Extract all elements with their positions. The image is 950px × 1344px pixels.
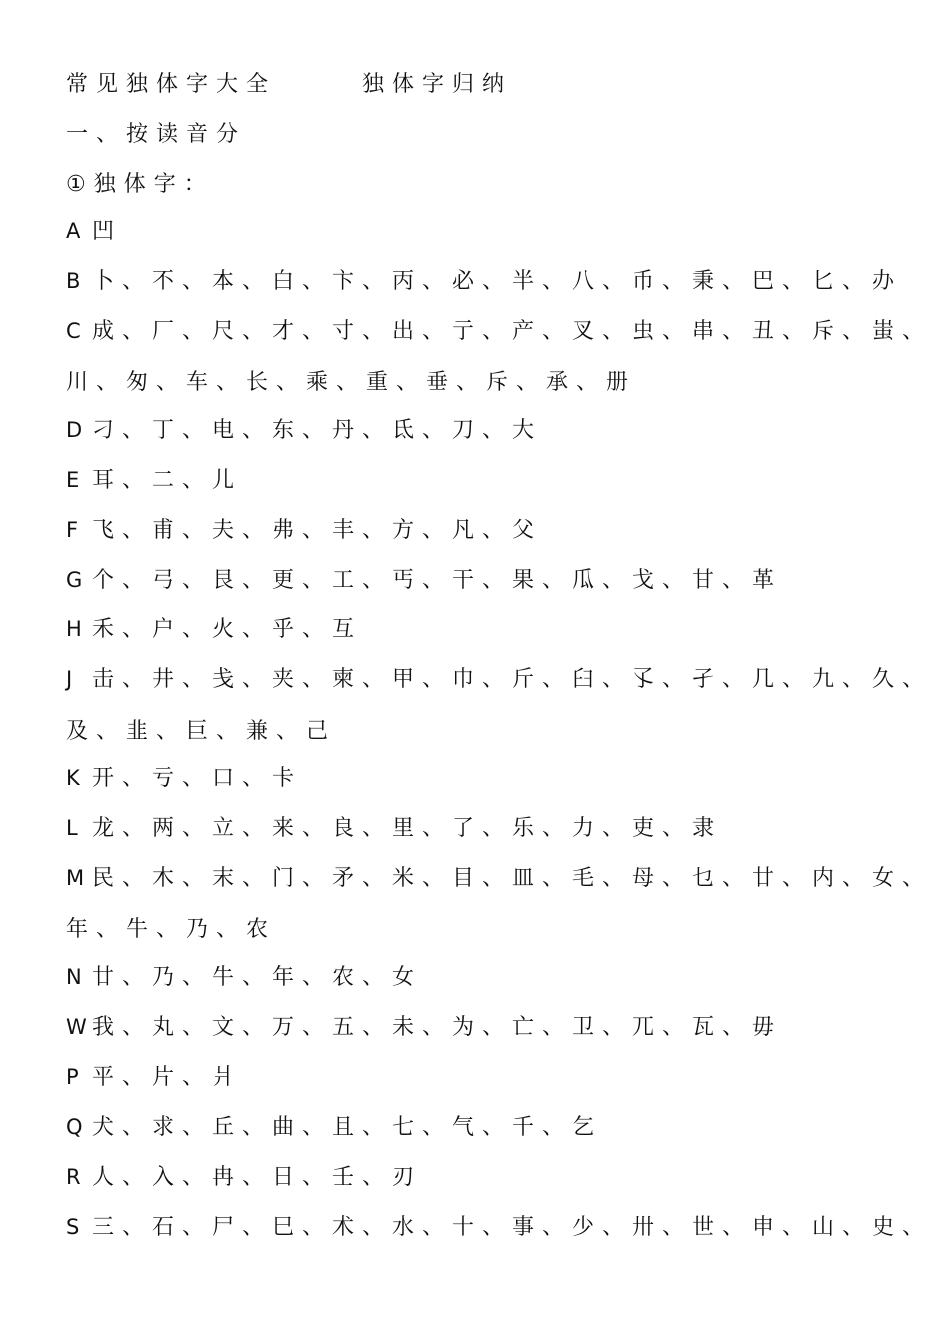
row-letter: A (66, 219, 81, 243)
list-item (66, 664, 933, 695)
row-chars: 三、石、尸、巳、术、水、十、事、少、卅、世、申、山、史、 (92, 1215, 933, 1240)
row-chars: 龙、两、立、来、良、里、了、乐、力、吏、隶 (92, 816, 723, 841)
row-letter: G (66, 568, 83, 592)
list-item (66, 515, 886, 546)
list-item (66, 1012, 886, 1043)
row-chars: 犬、求、丘、曲、且、七、气、千、乞 (92, 1115, 603, 1140)
row-letter: L (66, 816, 78, 840)
subsection-heading: ①独体字： (66, 172, 214, 197)
row-letter: E (66, 468, 80, 492)
list-item (66, 962, 886, 993)
list-item (66, 415, 886, 446)
list-item (66, 216, 886, 247)
list-item (66, 565, 886, 596)
row-chars: 飞、甫、夫、弗、丰、方、凡、父 (92, 518, 543, 543)
row-letter: R (66, 1165, 81, 1189)
row-letter: P (66, 1065, 79, 1089)
list-item (66, 614, 886, 645)
row-letter: D (66, 418, 83, 442)
row-chars: 刁、丁、电、东、丹、氐、刀、大 (92, 418, 543, 443)
row-chars: 民、木、末、门、矛、米、目、皿、毛、母、乜、廿、内、女、 (92, 866, 933, 891)
list-item (66, 863, 933, 894)
list-item (66, 465, 886, 496)
row-letter: S (66, 1215, 80, 1239)
document-subtitle: 独体字归纳 (362, 72, 513, 97)
row-letter: F (66, 518, 79, 542)
row-chars: 凹 (92, 219, 123, 244)
row-chars: 开、亏、口、卡 (92, 766, 303, 791)
list-item (66, 1112, 886, 1143)
row-letter: B (66, 269, 81, 293)
row-chars: 卜、不、本、白、卞、丙、必、半、八、币、秉、巴、匕、办 (92, 269, 903, 294)
list-item (66, 266, 903, 297)
row-letter: H (66, 617, 82, 641)
list-item (66, 763, 886, 794)
row-chars: 人、入、冉、日、壬、刃 (92, 1165, 423, 1190)
row-chars: 我、丸、文、万、五、未、为、亡、卫、兀、瓦、毋 (92, 1015, 783, 1040)
row-letter: K (66, 766, 80, 790)
list-item (66, 368, 886, 398)
list-item (66, 1062, 886, 1093)
row-chars: 及、韭、巨、兼、己 (66, 719, 337, 744)
row-chars: 耳、二、儿 (92, 468, 243, 493)
list-item (66, 1212, 933, 1243)
row-chars: 廿、乃、牛、年、农、女 (92, 965, 423, 990)
row-letter: J (66, 667, 73, 691)
row-letter: W (66, 1015, 87, 1039)
list-item (66, 813, 886, 844)
row-chars: 个、弓、艮、更、工、丐、干、果、瓜、戈、甘、革 (92, 568, 783, 593)
row-chars: 禾、户、火、乎、互 (92, 617, 363, 642)
row-chars: 击、井、戋、夹、柬、甲、巾、斤、臼、孓、孑、几、九、久、 (92, 667, 933, 692)
row-letter: C (66, 319, 81, 343)
list-item (66, 717, 886, 747)
row-letter: N (66, 965, 82, 989)
row-chars: 平、片、爿 (92, 1065, 243, 1090)
row-letter: M (66, 866, 85, 890)
row-chars: 川、匆、车、长、乘、重、垂、斥、承、册 (66, 370, 637, 395)
document-title: 常见独体字大全 (66, 72, 277, 97)
section-heading: 一、按读音分 (66, 122, 247, 147)
list-item (66, 1162, 886, 1193)
row-chars: 成、厂、尺、才、寸、出、亍、产、叉、虫、串、丑、斥、蚩、 (92, 319, 933, 344)
row-letter: Q (66, 1115, 83, 1139)
row-chars: 年、牛、乃、农 (66, 917, 277, 942)
list-item (66, 316, 933, 347)
list-item (66, 915, 886, 945)
